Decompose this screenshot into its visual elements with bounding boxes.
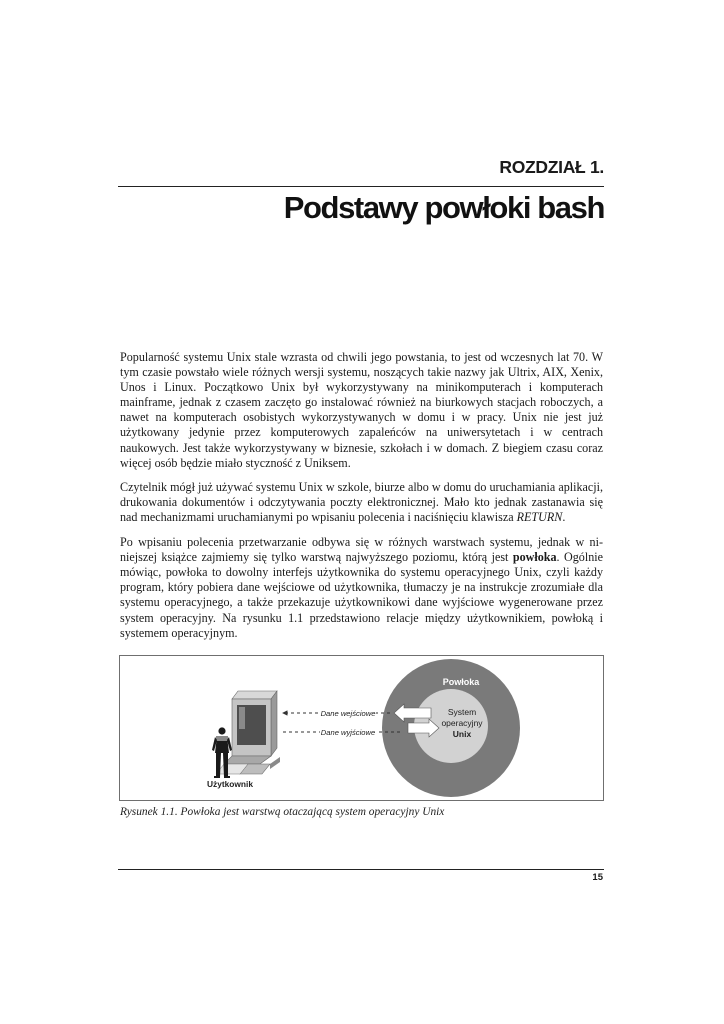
figure-1-1 xyxy=(119,655,604,801)
shell-label: Powłoka xyxy=(442,677,480,687)
user-label: Użytkownik xyxy=(206,779,254,789)
paragraph-3-text-end: . Ogólnie mówiąc, powłoka to dowolny interfejs użytkownika do systemu operacyjnego Unix, czyli każdy program, który pobiera dane wejściowe od użytkownika, tłumaczy je na instrukcje zrozumiałe dla systemu operacyjnego, a także przekazuje użytkownikowi dane wyjściowe wygenerowane przez system operacyjny. Na rysunku 1.1 przedstawiono relacje między użytkownikiem, powłoką i systemem operacyjnym. xyxy=(120,550,603,640)
os-label-line-3: Unix xyxy=(452,729,472,739)
paragraph-3-text-start: Po wpisaniu polecenia przetwarzanie odbywa się w różnych warstwach systemu, jednak w niniejszej książce zajmiemy się tylko warstwą najwyższego poziomu, którą jest xyxy=(120,535,603,565)
chapter-label: ROZDZIAŁ 1. xyxy=(499,157,604,177)
os-label-line-2: operacyjny xyxy=(441,718,483,728)
shell-diagram xyxy=(120,656,603,800)
header-rule xyxy=(118,186,604,187)
shell-term-bold: powłoka xyxy=(512,550,557,565)
os-label-line-1: System xyxy=(447,707,477,717)
return-key-text: RETURN xyxy=(516,510,563,525)
input-label: Dane wejściowe xyxy=(320,709,376,718)
paragraph-1 xyxy=(120,350,603,471)
chapter-title: Podstawy powłoki bash xyxy=(283,190,604,225)
paragraph-2-text-end: . xyxy=(562,510,566,525)
paragraph-1-text: Popularność systemu Unix stale wzrasta od chwili jego powstania, to jest od wczesnych lat 70. W tym czasie powstało wiele różnych wersji systemu, noszących takie nazwy jak Ultrix, AIX, Xenix, Unos i Linux. Początkowo Unix był wykorzystywany na minikomputerach i komputerach mainframe, jednak z czasem zaczęto go instalować również na biurkowych stacjach roboczych, a nawet na komputerach osobistych wykorzystywanych w domu i w pracy. Unix nie jest już użytkowany jedynie przez komputerowych zapaleńców na uniwersytetach i w centrach naukowych. Jest także wykorzystywany w biznesie, szkołach i w domach. Z biegiem czasu coraz więcej osób będzie miało styczność z Uniksem. xyxy=(120,350,603,470)
figure-caption: Rysunek 1.1. Powłoka jest warstwą otaczającą system operacyjny Unix xyxy=(120,806,445,818)
body-text xyxy=(120,350,603,650)
footer-rule xyxy=(118,869,604,870)
paragraph-2-text-start: Czytelnik mógł już używać systemu Unix w szkole, biurze albo w domu do uruchamiania aplikacji, drukowania dokumentów i odczytywania poczty elektronicznej. Mało kto jednak zastanawia się nad mechanizmami uruchamianymi po wpisaniu polecenia i naciśnięciu klawisza xyxy=(120,480,603,525)
paragraph-3 xyxy=(120,535,603,641)
paragraph-2 xyxy=(120,480,603,525)
output-label: Dane wyjściowe xyxy=(320,728,376,737)
page-number: 15 xyxy=(592,872,603,883)
